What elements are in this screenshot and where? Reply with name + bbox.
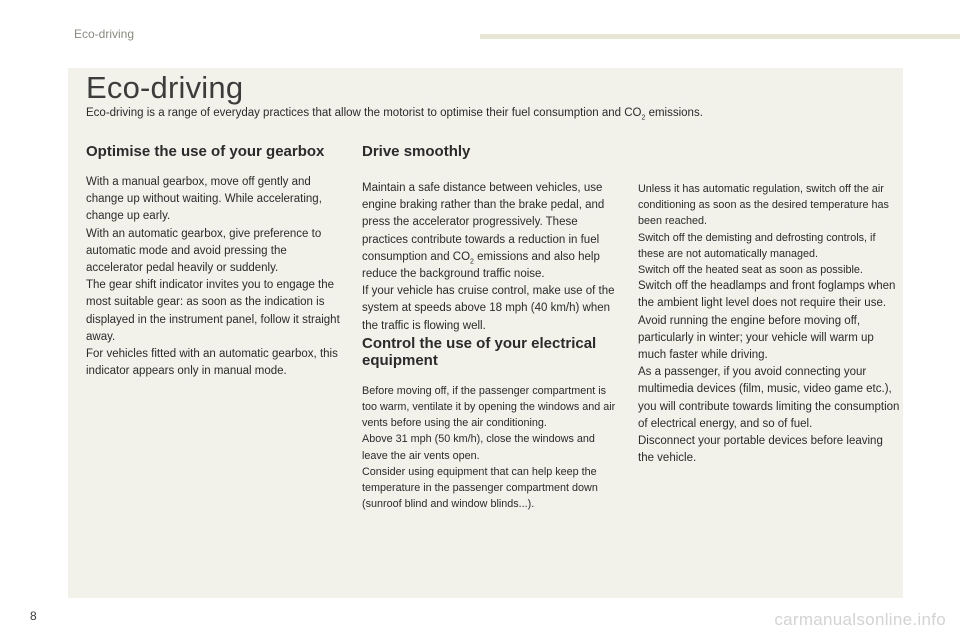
electrical-paragraph-headlamps: Switch off the headlamps and front foglamps when the ambient light level does not require their use. xyxy=(638,280,896,310)
page-title: Eco-driving xyxy=(86,70,244,105)
section-header-label: Eco-driving xyxy=(74,27,135,41)
smooth-paragraph-cruise: If your vehicle has cruise control, make use of the system at speeds above 18 mph (40 km/h) when the traffic is flowing well. xyxy=(362,285,615,332)
electrical-paragraph-portable: Disconnect your portable devices before leaving the vehicle. xyxy=(638,435,883,465)
electrical-paragraph-ventilate: Before moving off, if the passenger compartment is too warm, ventilate it by opening the windows and air vents before using the air conditioning. xyxy=(362,384,616,430)
section-title-gearbox: Optimise the use of your gearbox xyxy=(86,143,325,160)
electrical-paragraph-multimedia: As a passenger, if you avoid connecting your multimedia devices (film, music, video game etc.), you will contribute towards limiting the consumption of electrical energy, and so of fuel. xyxy=(638,366,900,430)
electrical-paragraph-demisting: Switch off the demisting and defrosting controls, if these are not automatically managed. xyxy=(638,231,876,260)
section-title-smooth: Drive smoothly xyxy=(362,143,471,160)
column-electrical-continued xyxy=(638,181,900,467)
section-title-electrical: Control the use of your electrical equipment xyxy=(362,334,597,369)
smooth-subscript: 2 xyxy=(470,258,474,266)
electrical-paragraph-aircon: Unless it has automatic regulation, switch off the air conditioning as soon as the desired temperature has been reached. xyxy=(638,183,889,228)
electrical-paragraph-heated-seat: Switch off the heated seat as soon as possible. xyxy=(638,264,863,277)
gearbox-paragraph-indicator-auto: For vehicles fitted with an automatic gearbox, this indicator appears only in manual mode. xyxy=(86,348,338,378)
electrical-paragraph-engine: Avoid running the engine before moving off, particularly in winter; your vehicle will warm up much faster while driving. xyxy=(638,314,874,362)
smooth-paragraph-distance xyxy=(362,180,620,283)
smooth-text-end: emissions and also help reduce the background traffic noise. xyxy=(362,250,600,281)
electrical-paragraph-equipment: Consider using equipment that can help keep the temperature in the passenger compartment down (sunroof blind and window blinds...). xyxy=(362,465,598,511)
header-rule xyxy=(480,34,960,39)
intro-text: Eco-driving is a range of everyday practices that allow the motorist to optimise their fuel consumption and CO xyxy=(86,107,642,119)
intro-subscript: 2 xyxy=(641,114,646,122)
smooth-text: Maintain a safe distance between vehicles, use engine braking rather than the brake pedal, and press the accelerator progressively. These practices contribute towards a reduction in fuel consumption and CO xyxy=(362,182,605,263)
page-number: 8 xyxy=(30,609,37,623)
electrical-paragraph-windows: Above 31 mph (50 km/h), close the windows and leave the air vents open. xyxy=(362,433,595,462)
gearbox-paragraph-automatic: With an automatic gearbox, give preference to automatic mode and avoid pressing the accelerator pedal heavily or suddenly. xyxy=(86,227,322,275)
column-gearbox xyxy=(86,143,344,380)
watermark: carmanualsonline.info xyxy=(774,610,946,629)
gearbox-paragraph-indicator: The gear shift indicator invites you to engage the most suitable gear: as soon as the indication is displayed in the instrument panel, follow it straight away. xyxy=(86,279,340,343)
gearbox-paragraph-manual: With a manual gearbox, move off gently and change up without waiting. While accelerating, change up early. xyxy=(86,176,322,223)
intro-paragraph xyxy=(86,107,886,122)
intro-text-end: emissions. xyxy=(645,107,703,119)
column-smooth-electrical xyxy=(362,143,620,512)
